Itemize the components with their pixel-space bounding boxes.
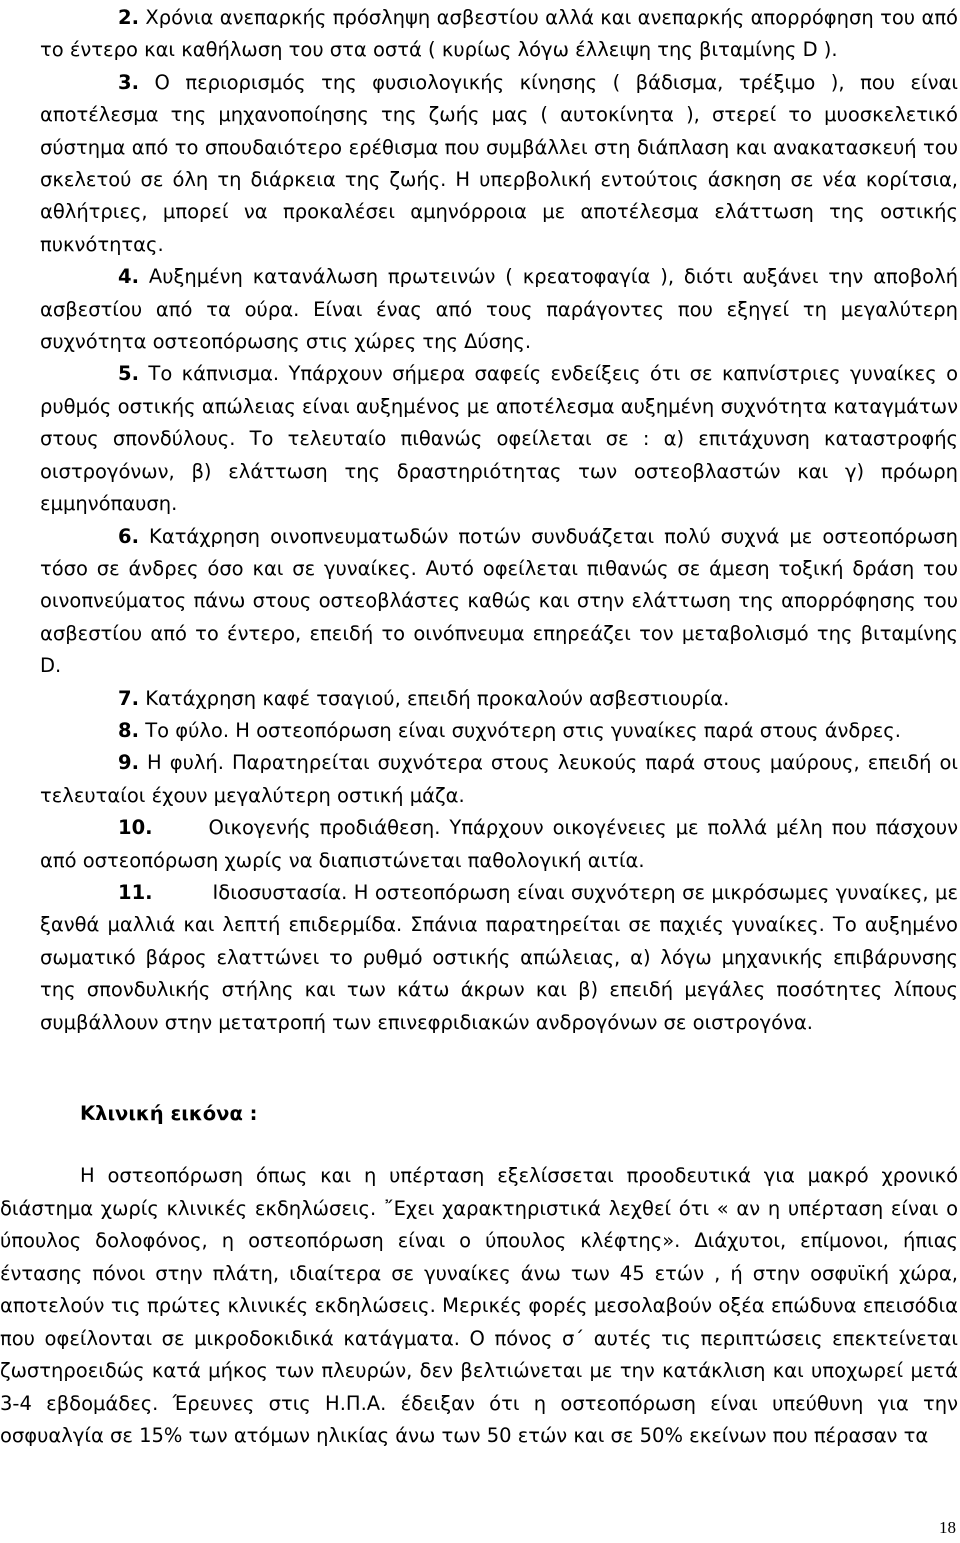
item-number: 7. (118, 686, 139, 710)
risk-factors-list (40, 2, 958, 1039)
list-item-3 (40, 67, 958, 261)
list-item-10 (40, 812, 958, 877)
item-number: 3. (118, 70, 139, 94)
item-text: Η φυλή. Παρατηρείται συχνότερα στους λευκούς παρά στους μαύρους, επειδή οι τελευταίοι έχουν μεγαλύτερη οστική μάζα. (40, 751, 958, 807)
item-text: Κατάχρηση καφέ τσαγιού, επειδή προκαλούν ασβεστιουρία. (145, 686, 730, 710)
page-number: 18 (939, 1518, 956, 1537)
list-item-6 (40, 521, 958, 683)
item-text: Χρόνια ανεπαρκής πρόσληψη ασβεστίου αλλά και ανεπαρκής απορρόφηση του από το έντερο και καθήλωση του στα οστά ( κυρίως λόγω έλλειψη της βιταμίνης D ). (40, 6, 958, 62)
item-text: Το φύλο. Η οστεοπόρωση είναι συχνότερη στις γυναίκες παρά στους άνδρες. (145, 718, 901, 742)
item-number: 10. (118, 816, 153, 840)
item-text: Ιδιοσυστασία. Η οστεοπόρωση είναι συχνότερη σε μικρόσωμες γυναίκες, με ξανθά μαλλιά και λεπτή επιδερμίδα. Σπάνια παρατηρείται σε παχιές γυναίκες. Το αυξημένο σωματικό βάρος ελαττώνει το ρυθμό οστικής απώλειας, α) λόγω μηχανικής επιβάρυνσης της σπονδυλικής στήλης και των κάτω άκρων και β) επειδή μεγάλες ποσότητες λίπους συμβάλλουν στην μετατροπή των επινεφριδιακών ανδρογόνων σε οιστρογόνα. (40, 880, 958, 1034)
item-text: Ο περιορισμός της φυσιολογικής κίνησης ( βάδισμα, τρέξιμο ), που είναι αποτέλεσμα της μηχανοποίησης της ζωής μας ( αυτοκίνητα ), στερεί το μυοσκελετικό σύστημα από το σπουδαιότερο ερέθισμα που συμβάλλει στη διάπλαση και ανακατασκευή του σκελετού σε όλη τη διάρκεια της ζωής. Η υπερβολική εντούτοις άσκηση σε νέα κορίτσια, αθλήτριες, μπορεί να προκαλέσει αμηνόρροια με αποτέλεσμα ελάττωση της οστικής πυκνότητας. (40, 70, 958, 256)
list-item-7 (40, 683, 958, 715)
item-text: Αυξημένη κατανάλωση πρωτεινών ( κρεατοφαγία ), διότι αυξάνει την αποβολή ασβεστίου από τα ούρα. Είναι ένας από τους παράγοντες που εξηγεί τη μεγαλύτερη συχνότητα οστεοπόρωσης στις χώρες της Δύσης. (40, 265, 958, 354)
clinical-text: Η οστεοπόρωση όπως και η υπέρταση εξελίσσεται προοδευτικά για μακρό χρονικό διάστημα χωρίς κλινικές εκδηλώσεις. ῎Εχει χαρακτηριστικά λεχθεί ότι « αν η υπέρταση είναι ο ύπουλος δολοφόνος, η οστεοπόρωση είναι ο ύπουλος κλέφτης». Διάχυτοι, επίμονοι, ήπιας έντασης πόνοι στην πλάτη, ιδιαίτερα σε γυναίκες άνω των 45 ετών , ή στην οσφυϊκή χώρα, αποτελούν τις πρώτες κλινικές εκδηλώσεις. Μερικές φορές μεσολαβούν οξέα επώδυνα επεισόδια που οφείλονται σε μικροδοκιδικά κατάγματα. Ο πόνος σ΄ αυτές τις περιπτώσεις επεκτείνεται ζωστηροειδώς κατά μήκος των πλευρών, δεν βελτιώνεται με την κατάκλιση και υποχωρεί μετά 3-4 εβδομάδες. Έρευνες στις Η.Π.Α. έδειξαν ότι η οστεοπόρωση είναι υπεύθυνη για την οσφυαλγία σε 15% των ατόμων ηλικίας άνω των 50 ετών και σε 50% εκείνων που πέρασαν τα (0, 1164, 958, 1447)
item-number: 2. (118, 6, 139, 29)
list-item-9 (40, 747, 958, 812)
item-text: Το κάπνισμα. Υπάρχουν σήμερα σαφείς ενδείξεις ότι σε καπνίστριες γυναίκες ο ρυθμός οστικής απώλειας είναι αυξημένος με αποτέλεσμα αυξημένη συχνότητα καταγμάτων στους σπονδύλους. Το τελευταίο πιθανώς οφείλεται σε : α) επιτάχυνση καταστροφής οιστρογόνων, β) ελάττωση της δραστηριότητας των οστεοβλαστών και γ) πρόωρη εμμηνόπαυση. (40, 362, 958, 516)
list-item-8 (40, 715, 958, 747)
item-number: 11. (118, 880, 153, 904)
item-text: Οικογενής προδιάθεση. Υπάρχουν οικογένειες με πολλά μέλη που πάσχουν από οστεοπόρωση χωρίς να διαπιστώνεται παθολογική αιτία. (40, 816, 958, 872)
section-heading: Κλινική εικόνα : (80, 1102, 258, 1125)
item-number: 5. (118, 362, 139, 386)
list-item-11 (40, 877, 958, 1039)
list-item-4 (40, 261, 958, 358)
item-number: 6. (118, 524, 139, 548)
list-item-5 (40, 358, 958, 520)
item-number: 9. (118, 751, 139, 775)
item-number: 4. (118, 265, 139, 289)
clinical-paragraph (0, 1160, 958, 1453)
item-number: 8. (118, 718, 139, 742)
item-text: Κατάχρηση οινοπνευματωδών ποτών συνδυάζεται πολύ συχνά με οστεοπόρωση τόσο σε άνδρες όσο και σε γυναίκες. Αυτό οφείλεται πιθανώς σε άμεση τοξική δράση του οινοπνεύματος πάνω στους οστεοβλάστες καθώς και στην ελάττωση της απορρόφησης του ασβεστίου από το έντερο, επειδή το οινόπνευμα επηρεάζει τον μεταβολισμό της βιταμίνης D. (40, 524, 958, 678)
list-item-2 (40, 2, 958, 67)
